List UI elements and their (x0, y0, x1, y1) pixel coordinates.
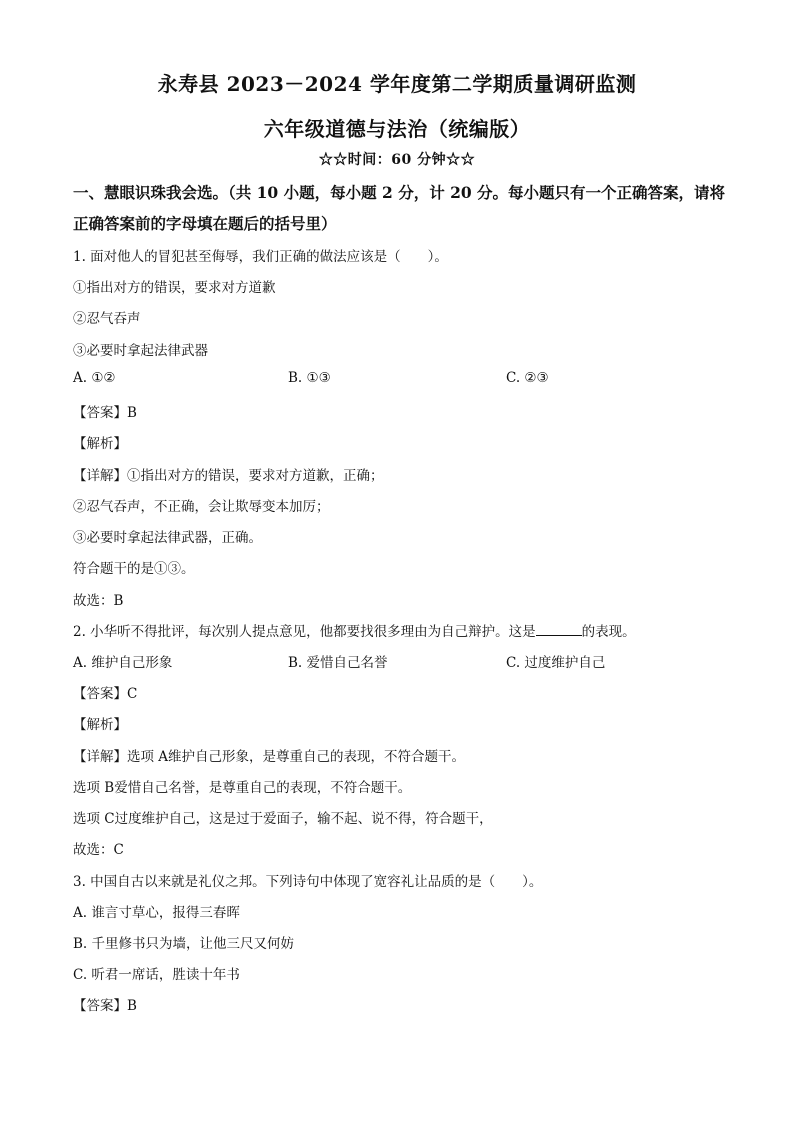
q1-item-3: ③必要时拿起法律武器 (73, 343, 208, 359)
q2-blank (536, 621, 582, 636)
q3-stem: 3. 中国自古以来就是礼仪之邦。下列诗句中体现了宽容礼让品质的是（ ）。 (73, 874, 543, 890)
q1-option-c: C. ②③ (506, 370, 549, 386)
q1-detail-1: 【详解】①指出对方的错误，要求对方道歉，正确； (73, 468, 384, 484)
q1-analysis-label: 【解析】 (73, 436, 127, 452)
q2-stem (73, 620, 636, 640)
q1-detail-4: 符合题干的是①③。 (73, 561, 195, 577)
section-heading: 一、慧眼识珠我会选。（共 10 小题，每小题 2 分，计 20 分。每小题只有一个正确答案，请将正确答案前的字母填在题后的括号里） (73, 183, 726, 233)
q1-option-a: A. ①② (73, 370, 116, 386)
q2-analysis-label: 【解析】 (73, 717, 127, 733)
q1-item-2: ②忍气吞声 (73, 311, 141, 327)
q1-stem: 1. 面对他人的冒犯甚至侮辱，我们正确的做法应该是（ ）。 (73, 249, 448, 265)
q2-stem-after: 的表现。 (581, 624, 636, 640)
q1-answer: 【答案】B (73, 405, 137, 421)
q3-option-c: C. 听君一席话，胜读十年书 (73, 967, 240, 983)
q2-detail-3: 选项 C过度维护自己，这是过于爱面子，输不起、说不得，符合题干， (73, 811, 493, 827)
q1-detail-3: ③必要时拿起法律武器，正确。 (73, 530, 262, 546)
q1-option-b: B. ①③ (288, 370, 331, 386)
q2-answer: 【答案】C (73, 686, 138, 702)
q2-option-b: B. 爱惜自己名誉 (288, 655, 388, 671)
q3-option-b: B. 千里修书只为墙，让他三尺又何妨 (73, 936, 295, 952)
q1-conclusion: 故选：B (73, 593, 124, 609)
exam-subtitle: 六年级道德与法治（统编版） (263, 117, 531, 141)
q2-stem-before: 2. 小华听不得批评，每次别人提点意见，他都要找很多理由为自己辩护。这是 (73, 624, 536, 640)
exam-title: 永寿县 2023－2024 学年度第二学期质量调研监测 (157, 72, 637, 96)
time-note: ☆☆时间：60 分钟☆☆ (318, 152, 476, 168)
q2-conclusion: 故选：C (73, 842, 124, 858)
q2-detail-1: 【详解】选项 A维护自己形象，是尊重自己的表现，不符合题干。 (73, 749, 466, 765)
q1-detail-2: ②忍气吞声，不正确，会让欺辱变本加厉； (73, 499, 330, 515)
q3-answer: 【答案】B (73, 998, 137, 1014)
q2-option-c: C. 过度维护自己 (506, 655, 606, 671)
q2-detail-2: 选项 B爱惜自己名誉，是尊重自己的表现，不符合题干。 (73, 780, 412, 796)
q3-option-a: A. 谁言寸草心，报得三春晖 (73, 905, 240, 921)
q2-option-a: A. 维护自己形象 (73, 655, 173, 671)
q1-item-1: ①指出对方的错误，要求对方道歉 (73, 280, 276, 296)
